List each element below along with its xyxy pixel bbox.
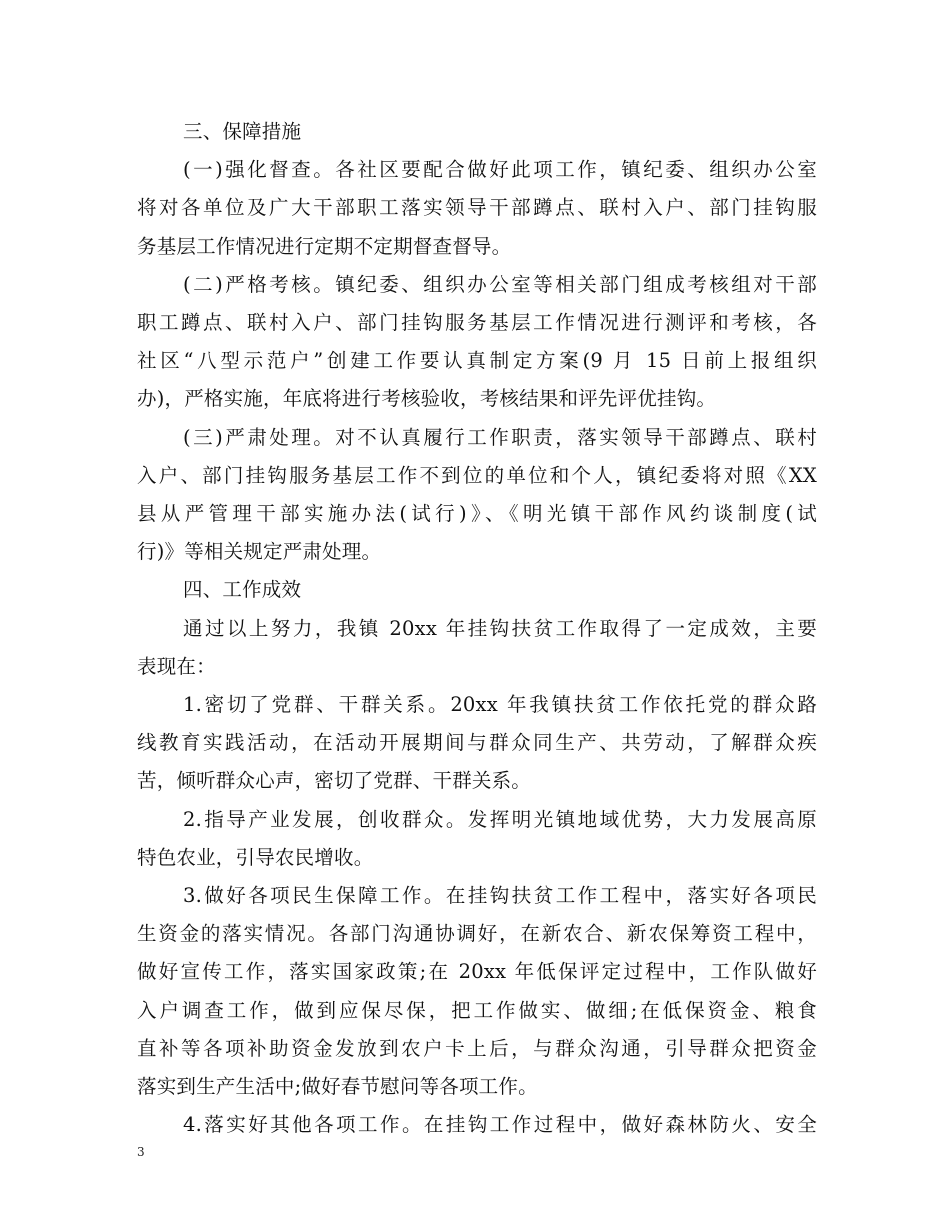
text-line: 社区“八型示范户”创建工作要认真制定方案(9 月 15 日前上报组织 [137, 349, 817, 373]
page-number: 3 [137, 1145, 145, 1159]
text-line: 4.落实好其他各项工作。在挂钩工作过程中，做好森林防火、安全 [183, 1113, 817, 1137]
text-line: 3.做好各项民生保障工作。在挂钩扶贫工作工程中，落实好各项民 [183, 884, 817, 908]
text-line: (三)严肃处理。对不认真履行工作职责，落实领导干部蹲点、联村 [183, 425, 817, 449]
text-line: 行)》等相关规定严肃处理。 [137, 540, 382, 564]
paragraph-result-2 [137, 801, 817, 877]
text-line: 入户调查工作，做到应保尽保，把工作做实、做细;在低保资金、粮食 [137, 998, 817, 1022]
text-line: 办)，严格实施，年底将进行考核验收，考核结果和评先评优挂钩。 [137, 387, 717, 411]
text-line: 1.密切了党群、干群关系。20xx 年我镇扶贫工作依托党的群众路 [183, 693, 817, 717]
text-line: 做好宣传工作，落实国家政策;在 20xx 年低保评定过程中，工作队做好 [137, 960, 817, 984]
text-line: 四、工作成效 [183, 578, 302, 602]
text-line: 表现在： [137, 654, 216, 678]
text-line: 落实到生产生活中;做好春节慰问等各项工作。 [137, 1075, 538, 1099]
text-line: 县从严管理干部实施办法(试行)》、《明光镇干部作风约谈制度(试 [137, 502, 817, 526]
text-line: (一)强化督查。各社区要配合做好此项工作，镇纪委、组织办公室 [183, 158, 817, 182]
paragraph-supervision [137, 151, 817, 266]
paragraph-result-3 [137, 877, 817, 1106]
paragraph-result-4 [137, 1106, 817, 1144]
text-line: 通过以上努力，我镇 20xx 年挂钩扶贫工作取得了一定成效，主要 [183, 616, 817, 640]
text-line: 将对各单位及广大干部职工落实领导干部蹲点、联村入户、部门挂钩服 [137, 196, 817, 220]
text-line: 2.指导产业发展，创收群众。发挥明光镇地域优势，大力发展高原 [183, 807, 817, 831]
paragraph-assessment [137, 266, 817, 419]
section-heading-results [137, 571, 817, 609]
text-line: 直补等各项补助资金发放到农户卡上后，与群众沟通，引导群众把资金 [137, 1036, 817, 1060]
document-body [137, 113, 817, 1144]
text-line: 职工蹲点、联村入户、部门挂钩服务基层工作情况进行测评和考核，各 [137, 311, 817, 335]
text-line: 线教育实践活动，在活动开展期间与群众同生产、共劳动，了解群众疾 [137, 731, 817, 755]
text-line: 苦，倾听群众心声，密切了党群、干群关系。 [137, 769, 532, 793]
text-line: (二)严格考核。镇纪委、组织办公室等相关部门组成考核组对干部 [183, 272, 817, 296]
text-line: 三、保障措施 [183, 120, 302, 143]
paragraph-results-intro [137, 610, 817, 686]
text-line: 入户、部门挂钩服务基层工作不到位的单位和个人，镇纪委将对照《XX [137, 463, 817, 487]
text-line: 特色农业，引导农民增收。 [137, 845, 374, 869]
paragraph-handling [137, 419, 817, 572]
text-line: 生资金的落实情况。各部门沟通协调好，在新农合、新农保筹资工程中， [137, 922, 817, 946]
paragraph-result-1 [137, 686, 817, 801]
text-line: 务基层工作情况进行定期不定期督查督导。 [137, 234, 512, 258]
section-heading-safeguards [137, 113, 817, 151]
